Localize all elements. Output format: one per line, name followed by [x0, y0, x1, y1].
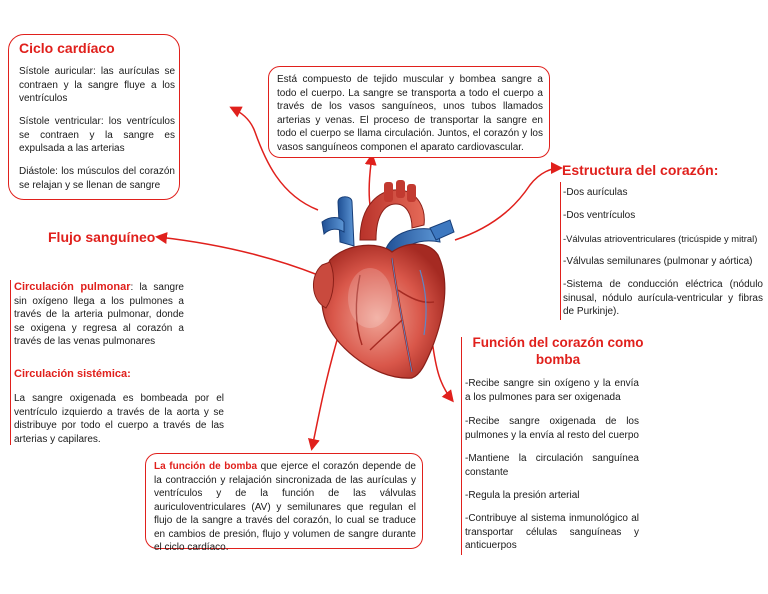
sistole-auricular-text: Sístole auricular: las aurículas se contraen y la sangre fluye a los ventrículos [19, 66, 175, 104]
flujo-bar [10, 280, 11, 445]
funcion-item-4: -Regula la presión arterial [465, 490, 580, 501]
circulacion-sistemica-title: Circulación sistémica: [14, 368, 131, 380]
estructura-title: Estructura del corazón: [562, 162, 719, 178]
heart-illustration [300, 180, 465, 385]
funcion-bomba-text-block [154, 460, 416, 555]
circulacion-pulmonar-block [14, 281, 184, 349]
funcion-bar [461, 337, 462, 555]
funcion-bomba-highlight: La función de bomba [154, 461, 258, 472]
circulacion-pulmonar-title: Circulación pulmonar [14, 281, 131, 293]
connector-estructura [455, 168, 560, 240]
estructura-item-3: -Válvulas atrioventriculares (tricúspide y mitral) [563, 233, 758, 244]
sistole-ventricular-text: Sístole ventricular: los ventrículos se contraen y la sangre es expulsada a las arterias [19, 116, 175, 154]
funcion-item-2: -Recibe sangre oxigenada de los pulmones y la envía al resto del cuerpo [465, 416, 639, 441]
funcion-item-3: -Mantiene la circulación sanguínea constante [465, 453, 639, 478]
intro-text: Está compuesto de tejido muscular y bombea sangre a todo el cuerpo. La sangre se transporta a todo el cuerpo a través de los vasos sanguíneos, unos tubos llamados arterias y venas. El proceso de transportar la sangre en todo el cuerpo se llama circulación. Juntos, el corazón y los vasos sanguíneos componen el aparato cardiovascular. [277, 74, 543, 153]
circulacion-sistemica-text: La sangre oxigenada es bombeada por el ventrículo izquierdo a través de la aorta y se distribuye por todo el cuerpo a través de las arterias y capilares. [14, 393, 224, 445]
estructura-item-2: -Dos ventrículos [563, 210, 636, 221]
estructura-item-1: -Dos aurículas [563, 187, 628, 198]
funcion-bomba-box [145, 453, 423, 553]
funcion-bomba-text: que ejerce el corazón depende de la contracción y relajación sincronizada de las aurículas y ventrículos y de la función de las válvulas auriculoventriculares (AV) y semilunares que regulan el flujo de la sangre a través del corazón, lo cual se traduce en cambios de presión, flujo y volumen de sangre durante el ciclo cardíaco. [154, 461, 416, 553]
funcion-item-1: -Recibe sangre sin oxígeno y la envía a los pulmones para ser oxigenada [465, 378, 639, 403]
intro-box [268, 66, 550, 158]
estructura-bar [560, 182, 561, 320]
funcion-item-5: -Contribuye al sistema inmunológico al transportar células sanguíneas y anticuerpos [465, 513, 639, 551]
circulacion-pulmonar-text: : la sangre sin oxígeno llega a los pulmones a través de la arteria pulmonar, donde se oxigena y regresa al corazón a través de las venas pulmonares [14, 282, 184, 347]
connector-flujo [158, 237, 318, 275]
estructura-item-5: -Sistema de conducción eléctrica (nódulo sinusal, nódulo aurícula-ventricular y fibras de Purkinje). [563, 279, 763, 317]
flujo-title: Flujo sanguíneo [48, 229, 156, 245]
estructura-item-4: -Válvulas semilunares (pulmonar y aórtica) [563, 256, 753, 267]
funcion-title: Función del corazón como bomba [472, 335, 644, 367]
diastole-text: Diástole: los músculos del corazón se relajan y se llenan de sangre [19, 166, 175, 191]
ciclo-cardiaco-box [8, 34, 180, 200]
ciclo-cardiaco-title: Ciclo cardíaco [19, 40, 115, 56]
